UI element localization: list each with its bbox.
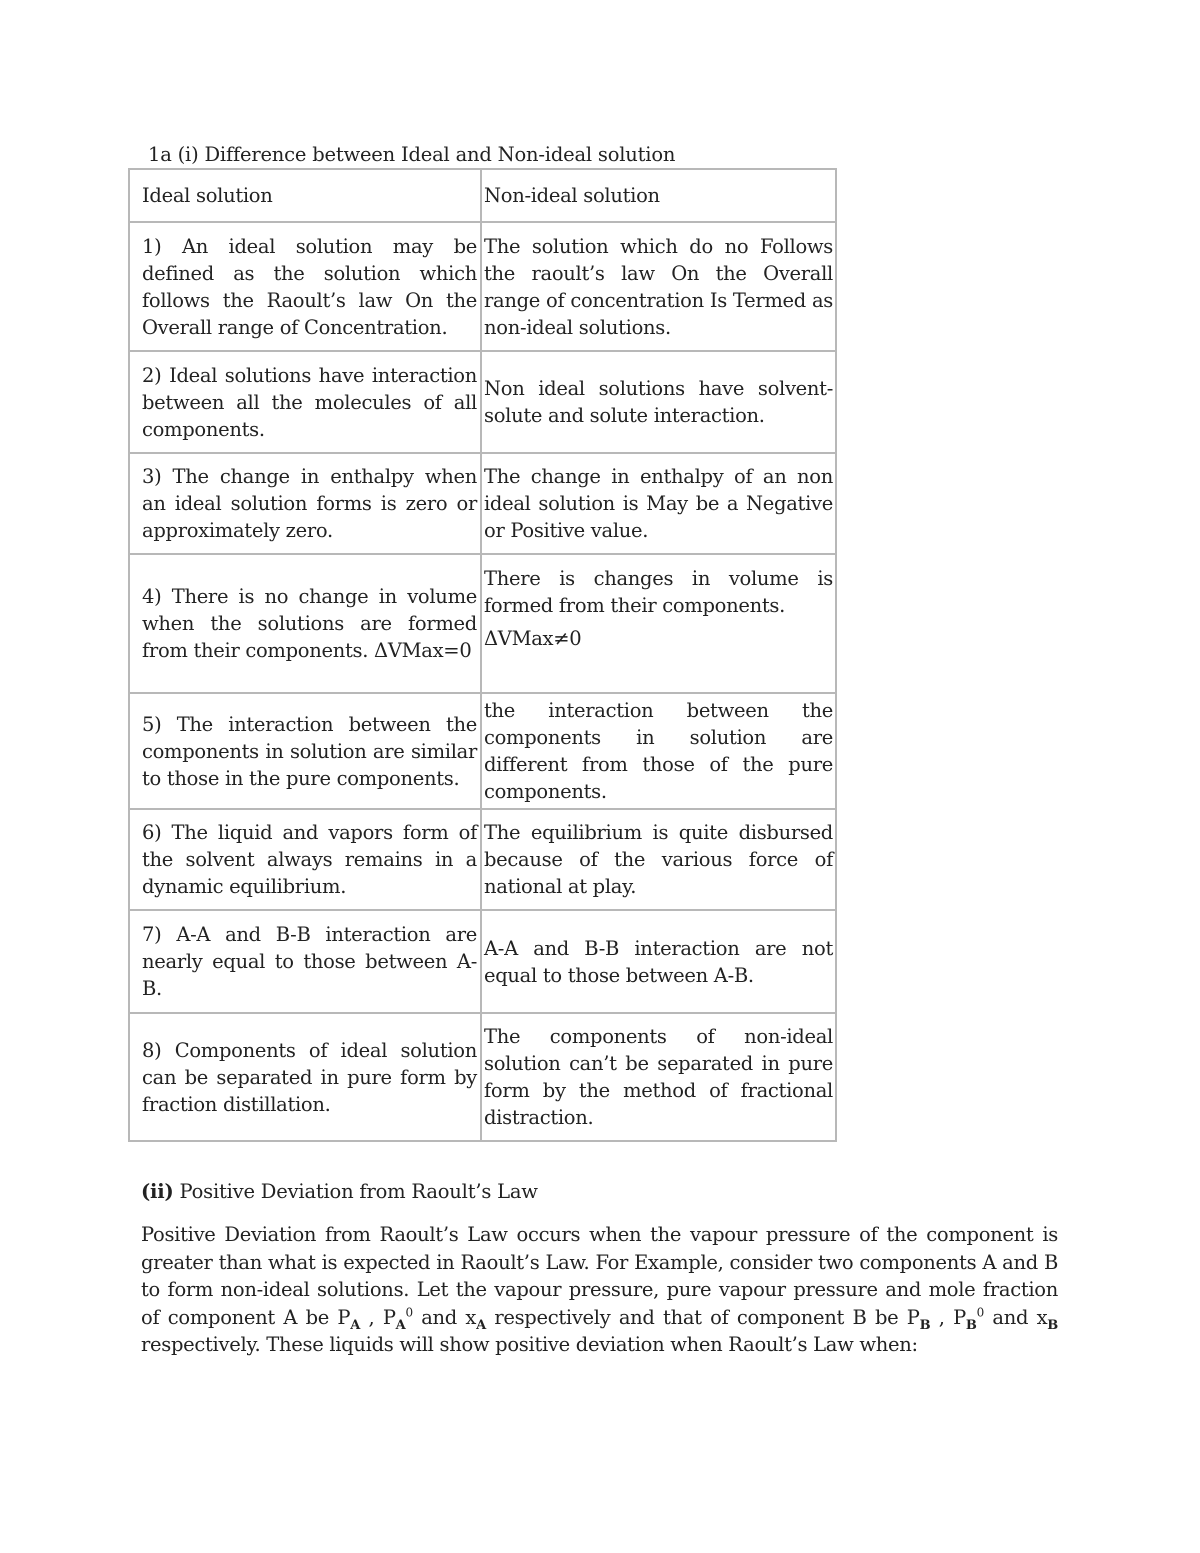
ideal-cell: 5) The interaction between the components in solution are similar to those in the pure components. — [129, 693, 481, 809]
delta-v-formula: ΔVMax≠0 — [484, 627, 582, 650]
para-text: , P — [360, 1305, 396, 1329]
table-row — [129, 910, 836, 1013]
table-header-row — [129, 169, 836, 222]
para-text: respectively and that of component B be P — [485, 1305, 920, 1329]
nonideal-cell: the interaction between the components in solution are different from those of the pure components. — [481, 693, 836, 809]
table-row — [129, 453, 836, 554]
section-title-text: Positive Deviation from Raoult’s Law — [179, 1180, 538, 1203]
para-text: respectively. These liquids will show positive deviation when Raoult’s Law when: — [141, 1333, 918, 1356]
header-ideal-solution: Ideal solution — [129, 169, 481, 222]
subscript-b: B — [1047, 1317, 1058, 1333]
table-row — [129, 1013, 836, 1141]
nonideal-cell: A-A and B-B interaction are not equal to those between A-B. — [481, 910, 836, 1013]
subscript-b: B — [965, 1317, 977, 1333]
table-row — [129, 554, 836, 693]
nonideal-cell: The components of non-ideal solution can’t be separated in pure form by the method of fractional distraction. — [481, 1013, 836, 1141]
ideal-cell: 4) There is no change in volume when the solutions are formed from their components. ΔVMax=0 — [129, 554, 481, 693]
table-row — [129, 693, 836, 809]
subscript-a: A — [350, 1317, 361, 1333]
section-label: (ii) — [141, 1180, 174, 1203]
nonideal-cell: Non ideal solutions have solvent-solute and solute interaction. — [481, 351, 836, 453]
para-text: and x — [412, 1305, 477, 1329]
subscript-b: B — [919, 1317, 931, 1333]
nonideal-text: There is changes in volume is formed from their components. — [484, 567, 833, 617]
table-row — [129, 222, 836, 351]
ideal-cell: 1) An ideal solution may be defined as the solution which follows the Raoult’s law On the Overall range of Concentration. — [129, 222, 481, 351]
subscript-a: A — [395, 1317, 406, 1333]
ideal-cell: 2) Ideal solutions have interaction between all the molecules of all components. — [129, 351, 481, 453]
header-non-ideal-solution: Non-ideal solution — [481, 169, 836, 222]
table-row — [129, 809, 836, 910]
table-row — [129, 351, 836, 453]
ideal-cell: 6) The liquid and vapors form of the solvent always remains in a dynamic equilibrium. — [129, 809, 481, 910]
positive-deviation-paragraph — [141, 1221, 1058, 1359]
superscript-zero: 0 — [405, 1305, 413, 1319]
page-heading: 1a (i) Difference between Ideal and Non-ideal solution — [148, 143, 676, 166]
section-title — [141, 1180, 538, 1203]
ideal-cell: 8) Components of ideal solution can be separated in pure form by fraction distillation. — [129, 1013, 481, 1141]
nonideal-cell — [481, 554, 836, 693]
ideal-cell: 3) The change in enthalpy when an ideal solution forms is zero or approximately zero. — [129, 453, 481, 554]
para-text: and x — [983, 1305, 1048, 1329]
superscript-zero: 0 — [976, 1305, 984, 1319]
nonideal-cell: The solution which do no Follows the raoult’s law On the Overall range of concentration Is Termed as non-ideal solutions. — [481, 222, 836, 351]
subscript-a: A — [476, 1317, 486, 1333]
nonideal-cell: The equilibrium is quite disbursed because of the various force of national at play. — [481, 809, 836, 910]
para-text: , P — [930, 1305, 966, 1329]
nonideal-cell: The change in enthalpy of an non ideal solution is May be a Negative or Positive value. — [481, 453, 836, 554]
para-text: Positive Deviation from Raoult’s Law occurs when the vapour pressure of the component is greater than what is expected in Raoult’s Law. For Example, consider two components A and B to form non-ideal solutions. Let the vapour pressure, pure vapour pressure and mole fraction of component A be P — [141, 1223, 1058, 1329]
ideal-cell: 7) A-A and B-B interaction are nearly equal to those between A-B. — [129, 910, 481, 1013]
comparison-table — [128, 168, 837, 1142]
